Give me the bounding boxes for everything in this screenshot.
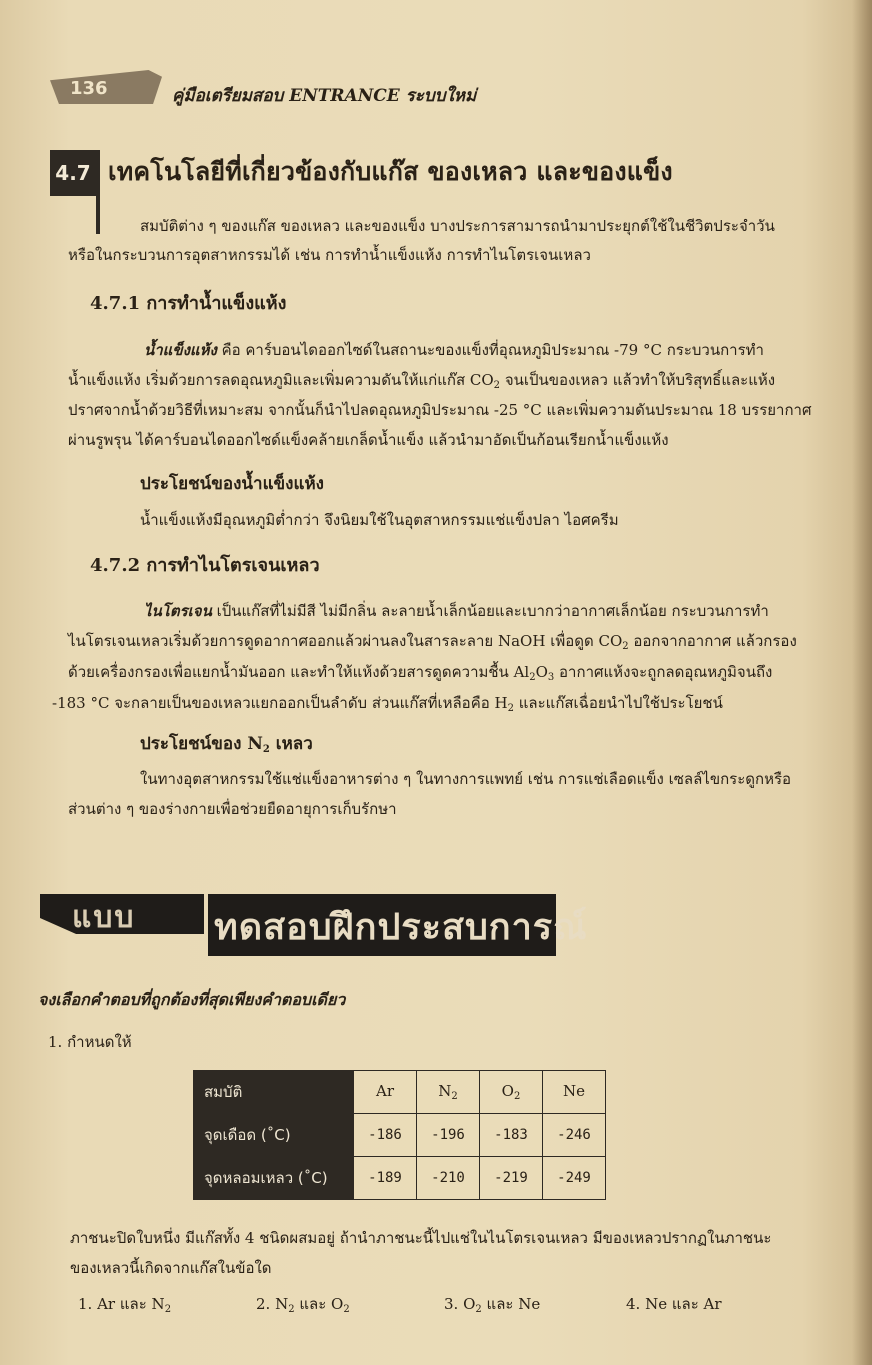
table-col-header: Ar bbox=[354, 1071, 417, 1114]
dry-ice-line-2-sub: 2 bbox=[493, 380, 501, 391]
table-cell: -219 bbox=[480, 1157, 543, 1200]
choice-2[interactable] bbox=[256, 1292, 350, 1316]
ln-line-3-mid: O bbox=[535, 663, 548, 681]
table-cell: -183 bbox=[480, 1114, 543, 1157]
choice-number: 3. bbox=[444, 1295, 459, 1313]
dry-ice-line-2 bbox=[68, 366, 775, 400]
choice-text: Ne และ Ar bbox=[645, 1295, 722, 1313]
practice-instruction: จงเลือกคำตอบที่ถูกต้องที่สุดเพียงคำตอบเดียว bbox=[38, 990, 346, 1009]
dry-ice-line-1 bbox=[144, 336, 764, 365]
section-number-box: 4.7 bbox=[50, 150, 96, 196]
table-header-row bbox=[194, 1071, 606, 1114]
table-cell: -189 bbox=[354, 1157, 417, 1200]
choice-sub: 2 bbox=[475, 1304, 482, 1315]
table-cell: -210 bbox=[417, 1157, 480, 1200]
ln-line-2-sub: 2 bbox=[622, 641, 629, 652]
choice-sub: 2 bbox=[288, 1304, 295, 1315]
dry-ice-line-4: ผ่านรูพรุน ได้คาร์บอนไดออกไซด์แข็งคล้ายเกล็ดน้ำแข็ง แล้วนำมาอัดเป็นก้อนเรียกน้ำแข็งแห้ง bbox=[68, 431, 669, 449]
ln-line-4a: -183 °C จะกลายเป็นของเหลวแยกออกเป็นลำดับ ส่วนแก๊สที่เหลือคือ H bbox=[52, 694, 508, 712]
table-col-header: $N_2$ bbox=[417, 1071, 480, 1114]
question-1-prompt: 1. กำหนดให้ bbox=[48, 1033, 132, 1051]
choice-text-b: และ O bbox=[294, 1295, 344, 1313]
table-cell: -196 bbox=[417, 1114, 480, 1157]
question-1-line-2: ของเหลวนี้เกิดจากแก๊สในข้อใด bbox=[70, 1259, 272, 1277]
table-row bbox=[194, 1157, 606, 1200]
table-row bbox=[194, 1114, 606, 1157]
page-number: 136 bbox=[70, 78, 108, 99]
table-cell: -186 bbox=[354, 1114, 417, 1157]
section-side-bar bbox=[96, 150, 100, 234]
table-cell: -249 bbox=[543, 1157, 606, 1200]
ln-line-3 bbox=[68, 658, 772, 692]
table-cell: -246 bbox=[543, 1114, 606, 1157]
table-row-label: จุดเดือด (˚C) bbox=[194, 1114, 354, 1157]
dry-ice-benefit-text: น้ำแข็งแห้งมีอุณหภูมิต่ำกว่า จึงนิยมใช้ในอุตสาหกรรมแช่แข็งปลา ไอศครีม bbox=[140, 511, 619, 529]
ln-line-4 bbox=[52, 689, 723, 723]
nitrogen-term: ไนโตรเจน bbox=[144, 602, 212, 620]
choice-3[interactable] bbox=[444, 1292, 540, 1316]
choice-text: O bbox=[463, 1295, 476, 1313]
ln-benefit-line-1: ในทางอุตสาหกรรมใช้แช่แข็งอาหารต่าง ๆ ในทางการแพทย์ เช่น การแช่เลือดแข็ง เซลล์ไขกระดูกหรือ bbox=[140, 770, 792, 788]
ln-benefit-heading-b: เหลว bbox=[269, 734, 313, 754]
table-row-label: จุดหลอมเหลว (˚C) bbox=[194, 1157, 354, 1200]
ln-benefit-line-2: ส่วนต่าง ๆ ของร่างกายเพื่อช่วยยืดอายุการเก็บรักษา bbox=[68, 800, 397, 818]
ln-line-1-text: เป็นแก๊สที่ไม่มีสี ไม่มีกลิ่น ละลายน้ำเล็กน้อยและเบากว่าอากาศเล็กน้อย กระบวนการทำ bbox=[211, 602, 769, 620]
dry-ice-line-3: ปราศจากน้ำด้วยวิธีที่เหมาะสม จากนั้นก็นำไปลดอุณหภูมิประมาณ -25 °C และเพิ่มความดันประมาณ 18 บรรยากาศ bbox=[68, 401, 812, 419]
choice-1[interactable] bbox=[78, 1292, 171, 1316]
ln-benefit-heading-a: ประโยชน์ของ N bbox=[140, 734, 263, 754]
ln-line-2 bbox=[68, 627, 797, 661]
dry-ice-term: น้ำแข็งแห้ง bbox=[144, 341, 217, 359]
intro-line-2: หรือในกระบวนการอุตสาหกรรมได้ เช่น การทำน้ำแข็งแห้ง การทำไนโตรเจนเหลว bbox=[68, 246, 591, 264]
heading-dry-ice-benefit: ประโยชน์ของน้ำแข็งแห้ง bbox=[140, 474, 324, 494]
dry-ice-line-2a: น้ำแข็งแห้ง เริ่มด้วยการลดอุณหภูมิและเพิ่มความดันให้แก่แก๊ส CO bbox=[68, 371, 494, 389]
choice-number: 1. bbox=[78, 1295, 93, 1313]
dry-ice-line-1-text: คือ คาร์บอนไดออกไซด์ในสถานะของแข็งที่อุณหภูมิประมาณ -79 °C กระบวนการทำ bbox=[216, 341, 764, 359]
heading-dry-ice: 4.7.1 การทำน้ำแข็งแห้ง bbox=[90, 293, 287, 314]
section-title: เทคโนโลยีที่เกี่ยวข้องกับแก๊ส ของเหลว และของแข็ง bbox=[108, 157, 673, 186]
practice-banner-left-text: แบบ bbox=[72, 900, 136, 935]
page-edge-shadow bbox=[852, 0, 872, 1365]
ln-line-3-sub2: 3 bbox=[547, 672, 555, 683]
ln-line-2b: ออกจากอากาศ แล้วกรอง bbox=[628, 632, 797, 650]
ln-line-4-sub: 2 bbox=[507, 703, 514, 714]
heading-ln-benefit bbox=[140, 730, 313, 757]
ln-line-3a: ด้วยเครื่องกรองเพื่อแยกน้ำมันออก และทำให้แห้งด้วยสารดูดความชื้น Al bbox=[68, 663, 530, 681]
ln-line-2a: ไนโตรเจนเหลวเริ่มด้วยการดูดอากาศออกแล้วผ่านลงในสารละลาย NaOH เพื่อดูด CO bbox=[68, 632, 623, 650]
book-title: คู่มือเตรียมสอบ ENTRANCE ระบบใหม่ bbox=[172, 86, 477, 106]
ln-line-3b: อากาศแห้งจะถูกลดอุณหภูมิจนถึง bbox=[554, 663, 773, 681]
choice-number: 4. bbox=[626, 1295, 641, 1313]
choice-text: Ar และ N bbox=[97, 1295, 165, 1313]
ln-line-4b: และแก๊สเฉื่อยนำไปใช้ประโยชน์ bbox=[513, 694, 723, 712]
ln-line-1 bbox=[144, 597, 769, 626]
choice-4[interactable] bbox=[626, 1292, 722, 1316]
gas-properties-table bbox=[193, 1070, 606, 1200]
intro-line-1: สมบัติต่าง ๆ ของแก๊ส ของเหลว และของแข็ง บางประการสามารถนำมาประยุกต์ใช้ในชีวิตประจำวัน bbox=[140, 217, 775, 235]
ln-benefit-heading-sub: 2 bbox=[262, 744, 270, 755]
table-col-header: $O_2$ bbox=[480, 1071, 543, 1114]
dry-ice-line-2b: จนเป็นของเหลว แล้วทำให้บริสุทธิ์และแห้ง bbox=[500, 371, 776, 389]
heading-liquid-nitrogen: 4.7.2 การทำไนโตรเจนเหลว bbox=[90, 555, 320, 576]
choice-number: 2. bbox=[256, 1295, 271, 1313]
choice-text: N bbox=[275, 1295, 289, 1313]
ln-line-3-sub1: 2 bbox=[529, 672, 536, 683]
choice-sub: 2 bbox=[164, 1304, 172, 1315]
practice-banner-right-text: ทดสอบฝึกประสบการณ์ bbox=[214, 907, 588, 948]
running-header bbox=[50, 66, 477, 110]
choice-text-b: และ Ne bbox=[481, 1295, 541, 1313]
table-col-header: Ne bbox=[543, 1071, 606, 1114]
question-1-line-1: ภาชนะปิดใบหนึ่ง มีแก๊สทั้ง 4 ชนิดผสมอยู่ ถ้านำภาชนะนี้ไปแช่ในไนโตรเจนเหลว มีของเหลวปรากฏในภาชนะ bbox=[70, 1229, 772, 1247]
choice-sub-b: 2 bbox=[343, 1304, 350, 1315]
table-header-label: สมบัติ bbox=[194, 1071, 354, 1114]
